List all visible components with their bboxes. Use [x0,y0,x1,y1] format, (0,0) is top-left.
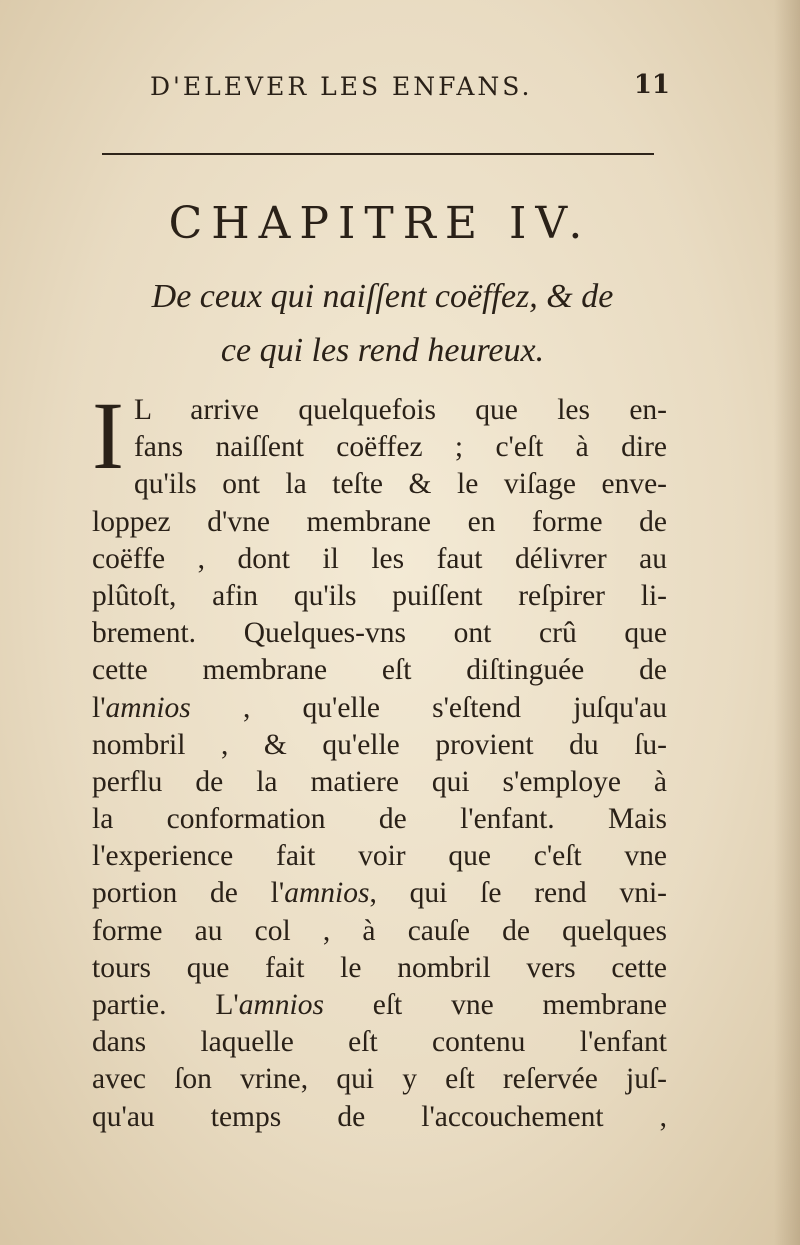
text-line: partie. L'amnios eſt vne membrane [92,989,667,1021]
text-line: fans naiſſent coëffez ; c'eſt à dire [133,431,667,464]
italic-term: amnios [284,877,370,910]
text-line: dans laquelle eſt contenu l'enfant [92,1026,667,1059]
text-line: loppez d'vne membrane en forme de [92,505,667,538]
drop-cap: I [92,382,124,489]
text-line: plûtoſt, afin qu'ils puiſſent reſpirer li- [92,579,667,612]
italic-term: amnios [238,989,324,1021]
text-line: brement. Quelques-vns ont crû que [92,617,667,650]
chapter-title: CHAPITRE IV. [168,198,592,249]
text-line: L arrive quelquefois que les en- [133,394,667,426]
text-line: tours que fait le nombril vers cette [92,951,667,984]
subtitle-line: De ceux qui naiſſent coëffez, & de [151,278,614,315]
italic-term: amnios [105,691,191,724]
subtitle-line: ce qui les rend heureux. [220,332,545,369]
text-line: l'amnios , qu'elle s'eſtend juſqu'au [92,691,667,724]
running-head [150,66,670,110]
text-line: coëffe , dont il les faut délivrer au [92,542,667,575]
chapter-subtitle [95,270,670,378]
page-number: 11 [633,70,670,100]
text-line: qu'au temps de l'accouchement , [92,1100,667,1133]
text-line: nombril , & qu'elle provient du ſu- [92,728,667,761]
running-title: D'ELEVER LES ENFANS. [150,72,533,101]
text-line: avec ſon vrine, qui y eſt reſervée juſ- [92,1063,667,1096]
body-text [92,382,667,1136]
text-line: l'experience fait voir que c'eſt vne [92,840,667,873]
page-edge-shadow [774,0,800,1245]
text-line: qu'ils ont la teſte & le viſage enve- [133,468,667,501]
text-line: cette membrane eſt diſtinguée de [92,654,667,687]
text-line: perflu de la matiere qui s'employe à [92,765,667,798]
text-line: la conformation de l'enfant. Mais [92,803,667,836]
text-line: portion de l'amnios, qui ſe rend vni- [92,877,667,910]
text-line: forme au col , à cauſe de quelques [92,914,667,947]
header-rule [102,153,654,155]
